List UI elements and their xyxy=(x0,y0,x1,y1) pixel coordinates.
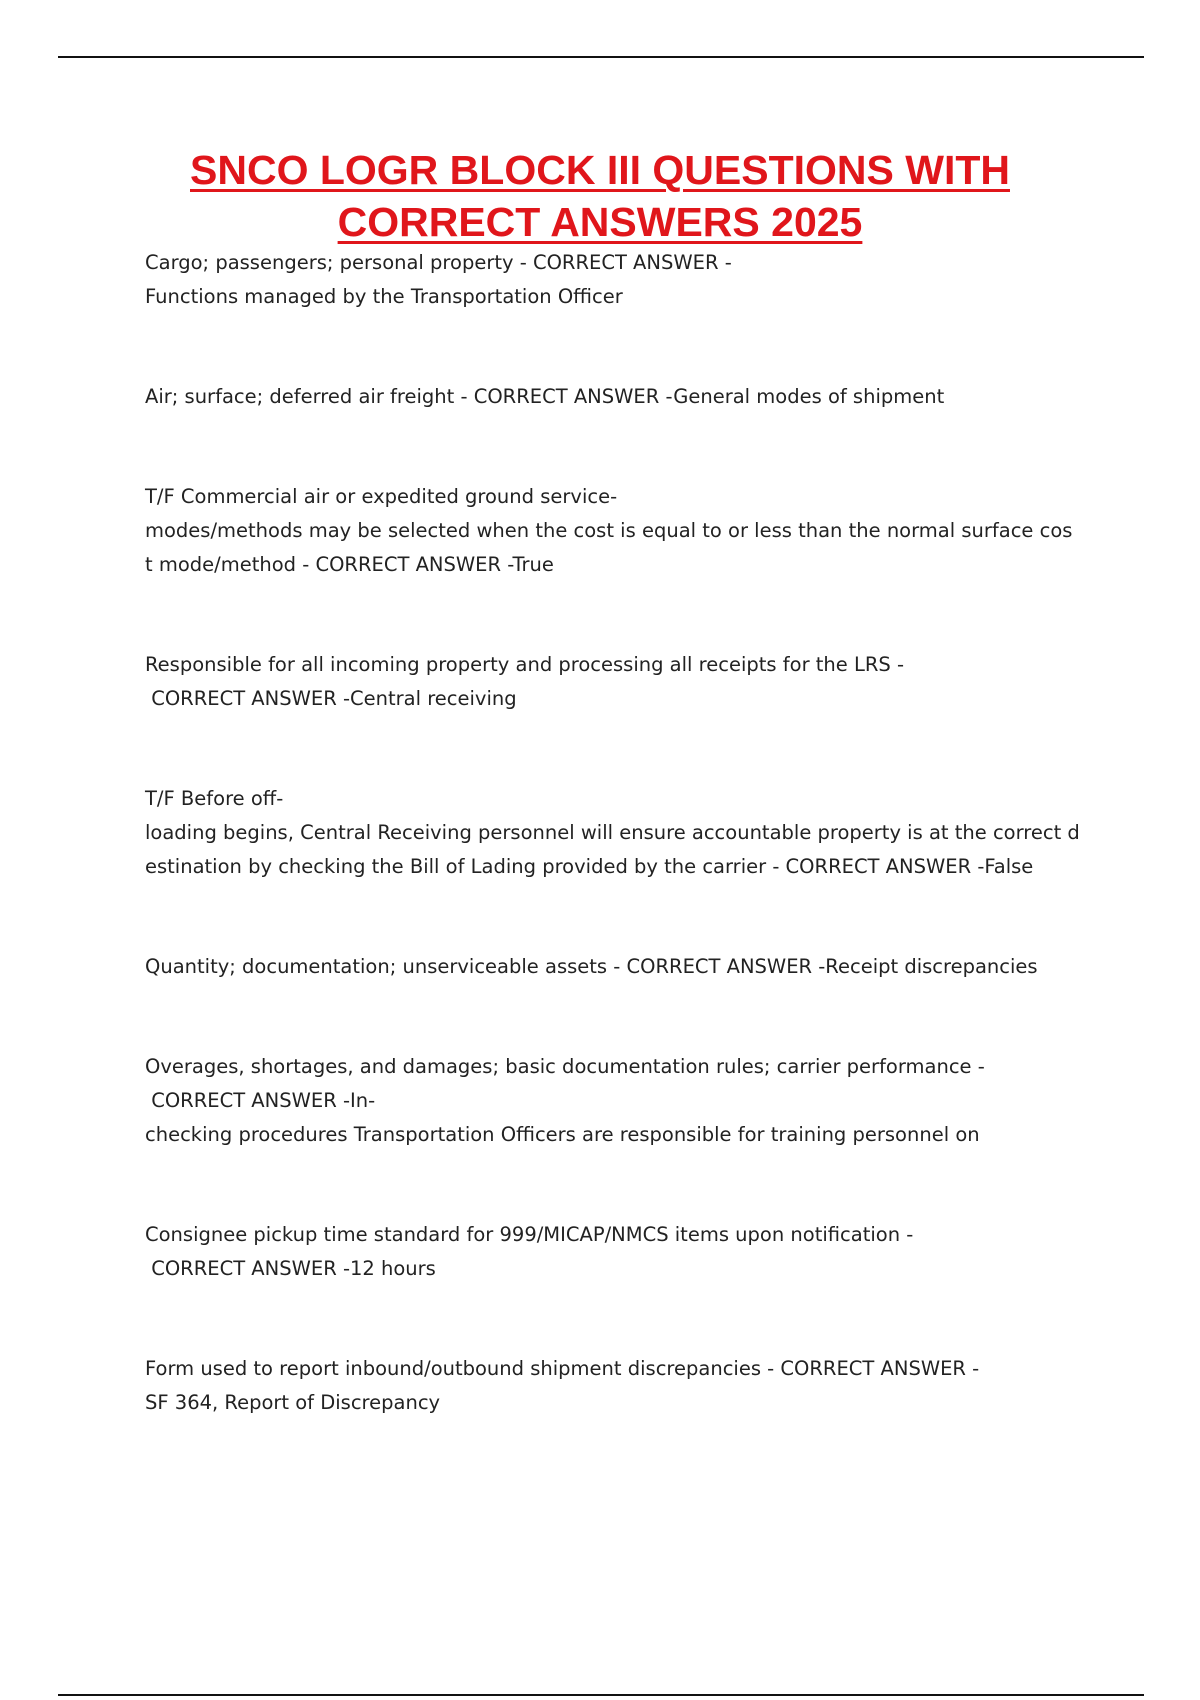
qa-line: T/F Commercial air or expedited ground service- xyxy=(145,485,618,508)
qa-line: Form used to report inbound/outbound shipment discrepancies - CORRECT ANSWER - xyxy=(145,1357,980,1380)
qa-line: Functions managed by the Transportation Officer xyxy=(145,285,623,308)
title-line-1: SNCO LOGR BLOCK III QUESTIONS WITH xyxy=(190,147,1010,193)
qa-line: T/F Before off- xyxy=(145,787,284,810)
qa-line: CORRECT ANSWER -In- xyxy=(145,1089,376,1112)
qa-line: t mode/method - CORRECT ANSWER -True xyxy=(145,553,554,576)
qa-line: loading begins, Central Receiving personnel will ensure accountable property is at the correct d xyxy=(145,821,1080,844)
qa-line: modes/methods may be selected when the cost is equal to or less than the normal surface cos xyxy=(145,519,1073,542)
qa-entry-3 xyxy=(145,480,1095,582)
qa-line: CORRECT ANSWER -12 hours xyxy=(145,1257,436,1280)
bottom-rule xyxy=(58,1694,1144,1696)
qa-entry-2 xyxy=(145,380,1095,414)
qa-entry-7 xyxy=(145,1050,1095,1152)
qa-entry-8 xyxy=(145,1218,1095,1286)
qa-line: SF 364, Report of Discrepancy xyxy=(145,1391,441,1414)
title-line-2: CORRECT ANSWERS 2025 xyxy=(337,199,863,245)
qa-line: Air; surface; deferred air freight - CORRECT ANSWER -General modes of shipment xyxy=(145,385,945,408)
qa-line: Overages, shortages, and damages; basic documentation rules; carrier performance - xyxy=(145,1055,985,1078)
qa-entry-5 xyxy=(145,782,1095,884)
document-title xyxy=(100,144,1100,248)
qa-list xyxy=(145,246,1095,1486)
qa-entry-1 xyxy=(145,246,1095,314)
qa-entry-9 xyxy=(145,1352,1095,1420)
qa-line: Cargo; passengers; personal property - CORRECT ANSWER - xyxy=(145,251,732,274)
qa-line: CORRECT ANSWER -Central receiving xyxy=(145,687,517,710)
qa-line: Responsible for all incoming property and processing all receipts for the LRS - xyxy=(145,653,905,676)
qa-entry-6 xyxy=(145,950,1095,984)
qa-line: Quantity; documentation; unserviceable assets - CORRECT ANSWER -Receipt discrepancies xyxy=(145,955,1038,978)
qa-line: estination by checking the Bill of Lading provided by the carrier - CORRECT ANSWER -False xyxy=(145,855,1034,878)
qa-entry-4 xyxy=(145,648,1095,716)
top-rule xyxy=(58,56,1144,58)
qa-line: Consignee pickup time standard for 999/MICAP/NMCS items upon notification - xyxy=(145,1223,914,1246)
qa-line: checking procedures Transportation Officers are responsible for training personnel on xyxy=(145,1123,980,1146)
